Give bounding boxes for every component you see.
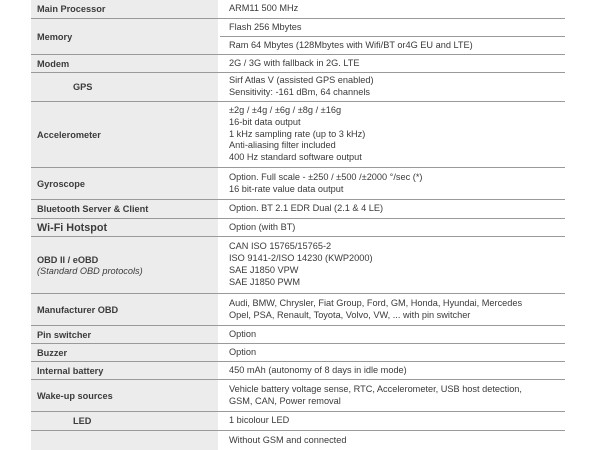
spec-value: ARM11 500 MHz: [220, 0, 565, 18]
spec-label: Wi-Fi Hotspot: [31, 219, 218, 236]
spec-row-main-processor: [31, 0, 565, 18]
spec-row-internal-battery: [31, 361, 565, 379]
spec-label: Manufacturer OBD: [31, 294, 218, 325]
spec-label: Wake-up sources: [31, 380, 218, 411]
spec-value: Vehicle battery voltage sense, RTC, Accelerometer, USB host detection, GSM, CAN, Power removal: [220, 380, 565, 411]
spec-row-accelerometer: [31, 101, 565, 167]
spec-value: CAN ISO 15765/15765-2 ISO 9141-2/ISO 14230 (KWP2000) SAE J1850 VPW SAE J1850 PWM: [220, 237, 565, 293]
spec-label: Gyroscope: [31, 168, 218, 199]
spec-label: Accelerometer: [31, 102, 218, 167]
spec-row-manufacturer-obd: [31, 293, 565, 325]
spec-label: Pin switcher: [31, 326, 218, 343]
spec-row-gps: [31, 72, 565, 101]
spec-row-wifi-hotspot: [31, 218, 565, 236]
spec-table: [31, 0, 565, 450]
spec-value: Option. BT 2.1 EDR Dual (2.1 & 4 LE): [220, 200, 565, 218]
spec-row-pin-switcher: [31, 325, 565, 343]
spec-label: Bluetooth Server & Client: [31, 200, 218, 218]
spec-label: OBD II / eOBD (Standard OBD protocols): [31, 237, 218, 293]
spec-label: Main Processor: [31, 0, 218, 18]
spec-value: 2G / 3G with fallback in 2G. LTE: [220, 55, 565, 72]
spec-row-partial: [31, 430, 565, 450]
spec-value: ±2g / ±4g / ±6g / ±8g / ±16g 16-bit data output 1 kHz sampling rate (up to 3 kHz) Anti-aliasing filter included 400 Hz standard software output: [220, 102, 565, 167]
spec-row-gyroscope: [31, 167, 565, 199]
spec-label: Modem: [31, 55, 218, 72]
spec-row-buzzer: [31, 343, 565, 361]
spec-label: Internal battery: [31, 362, 218, 379]
spec-row-led: [31, 411, 565, 430]
partial-text: Without GSM and connected: [229, 435, 347, 445]
spec-label: LED: [31, 412, 218, 430]
spec-label: Buzzer: [31, 344, 218, 361]
spec-value: Option: [220, 344, 565, 361]
spec-value: Option: [220, 326, 565, 343]
spec-value: Sirf Atlas V (assisted GPS enabled) Sensitivity: -161 dBm, 64 channels: [220, 73, 565, 101]
spec-row-modem: [31, 54, 565, 72]
spec-value: 450 mAh (autonomy of 8 days in idle mode): [220, 362, 565, 379]
spec-value: Option. Full scale - ±250 / ±500 /±2000 °/sec (*) 16 bit-rate value data output: [220, 168, 565, 199]
spec-value: 1 bicolour LED: [220, 412, 565, 430]
spec-label: Memory: [31, 19, 218, 54]
spec-value: Audi, BMW, Chrysler, Fiat Group, Ford, GM, Honda, Hyundai, Mercedes Opel, PSA, Renault, Toyota, Volvo, VW, ... with pin switcher: [220, 294, 565, 325]
spec-row-wake-up-sources: [31, 379, 565, 411]
spec-row-obd: [31, 236, 565, 293]
spec-value: Flash 256 Mbytes Ram 64 Mbytes (128Mbytes with Wifi/BT or4G EU and LTE): [220, 19, 565, 54]
spec-row-bluetooth: [31, 199, 565, 218]
spec-value: Option (with BT): [220, 219, 565, 236]
spec-sublabel: (Standard OBD protocols): [37, 265, 143, 276]
spec-row-memory: [31, 18, 565, 54]
spec-label: GPS: [31, 73, 218, 101]
